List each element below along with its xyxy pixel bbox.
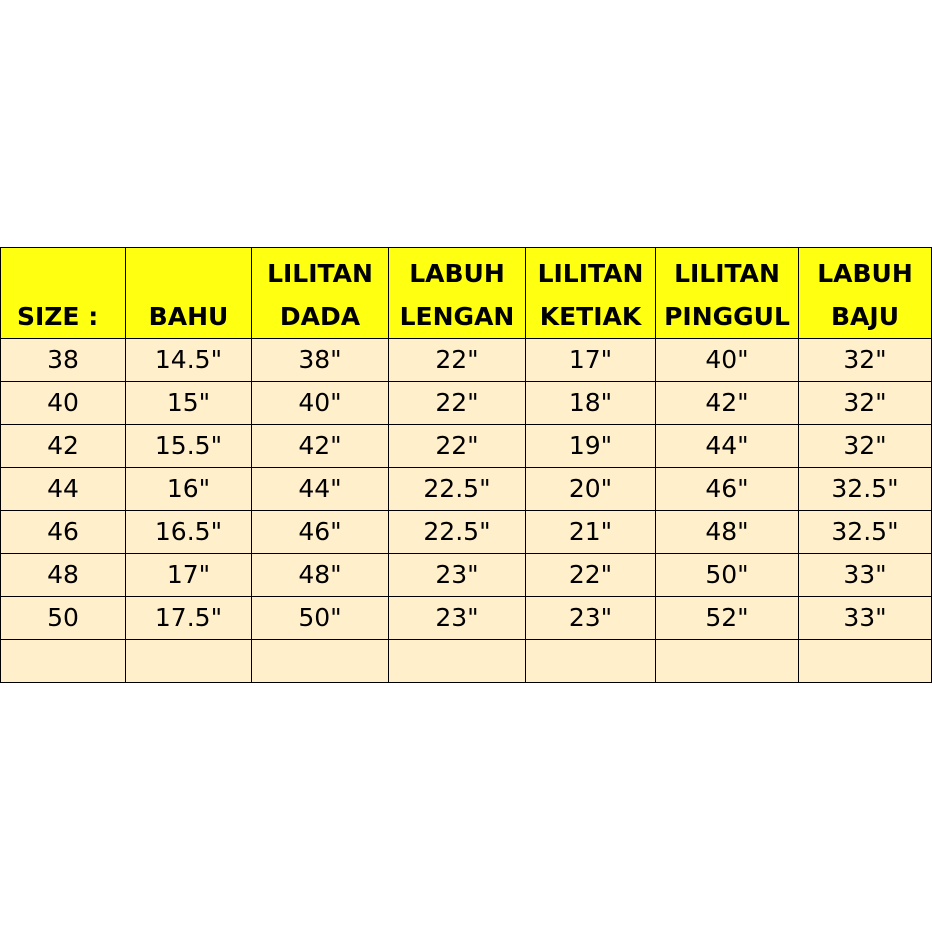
cell-bahu: 16" [126,468,252,511]
cell-bahu: 17" [126,554,252,597]
cell-bahu: 17.5" [126,597,252,640]
table-row [1,425,932,468]
cell-lilitan-ketiak: 22" [526,554,656,597]
cell-lilitan-pinggul: 42" [656,382,799,425]
cell-labuh-lengan: 23" [389,597,526,640]
cell-size [1,640,126,683]
header-size: SIZE : [1,248,126,339]
cell-labuh-lengan: 22" [389,425,526,468]
cell-lilitan-pinggul: 52" [656,597,799,640]
table-header [1,248,932,339]
cell-labuh-lengan: 22.5" [389,511,526,554]
table-row [1,468,932,511]
cell-bahu [126,640,252,683]
cell-labuh-lengan: 22.5" [389,468,526,511]
cell-lilitan-dada: 40" [252,382,389,425]
cell-size: 44 [1,468,126,511]
cell-lilitan-dada: 48" [252,554,389,597]
cell-size: 38 [1,339,126,382]
cell-labuh-lengan: 22" [389,382,526,425]
cell-lilitan-dada: 44" [252,468,389,511]
table-row-empty [1,640,932,683]
table-row [1,554,932,597]
cell-labuh-baju: 32" [799,339,932,382]
header-lilitan-pinggul: LILITAN PINGGUL [656,248,799,339]
table-row [1,511,932,554]
cell-lilitan-pinggul: 50" [656,554,799,597]
cell-lilitan-ketiak: 23" [526,597,656,640]
header-bahu: BAHU [126,248,252,339]
cell-labuh-baju: 33" [799,554,932,597]
table-row [1,382,932,425]
cell-labuh-baju: 32.5" [799,511,932,554]
cell-labuh-baju: 32" [799,382,932,425]
cell-lilitan-dada: 46" [252,511,389,554]
cell-lilitan-dada [252,640,389,683]
cell-labuh-baju [799,640,932,683]
cell-size: 50 [1,597,126,640]
cell-lilitan-ketiak: 17" [526,339,656,382]
cell-lilitan-dada: 38" [252,339,389,382]
cell-bahu: 14.5" [126,339,252,382]
table-row [1,339,932,382]
cell-lilitan-pinggul: 48" [656,511,799,554]
cell-size: 42 [1,425,126,468]
cell-lilitan-ketiak [526,640,656,683]
cell-size: 48 [1,554,126,597]
cell-lilitan-pinggul: 40" [656,339,799,382]
cell-lilitan-ketiak: 19" [526,425,656,468]
cell-bahu: 16.5" [126,511,252,554]
header-labuh-lengan: LABUH LENGAN [389,248,526,339]
cell-lilitan-pinggul: 44" [656,425,799,468]
cell-lilitan-dada: 50" [252,597,389,640]
cell-bahu: 15" [126,382,252,425]
cell-size: 46 [1,511,126,554]
table-row [1,597,932,640]
cell-labuh-lengan: 22" [389,339,526,382]
cell-lilitan-ketiak: 21" [526,511,656,554]
header-lilitan-ketiak: LILITAN KETIAK [526,248,656,339]
cell-lilitan-pinggul [656,640,799,683]
header-row [1,248,932,339]
cell-labuh-baju: 32.5" [799,468,932,511]
cell-size: 40 [1,382,126,425]
header-lilitan-dada: LILITAN DADA [252,248,389,339]
cell-lilitan-pinggul: 46" [656,468,799,511]
cell-lilitan-ketiak: 20" [526,468,656,511]
header-labuh-baju: LABUH BAJU [799,248,932,339]
size-chart-table [0,247,932,683]
cell-labuh-lengan [389,640,526,683]
cell-labuh-baju: 32" [799,425,932,468]
cell-labuh-lengan: 23" [389,554,526,597]
cell-lilitan-ketiak: 18" [526,382,656,425]
cell-bahu: 15.5" [126,425,252,468]
cell-lilitan-dada: 42" [252,425,389,468]
table-body [1,339,932,683]
cell-labuh-baju: 33" [799,597,932,640]
